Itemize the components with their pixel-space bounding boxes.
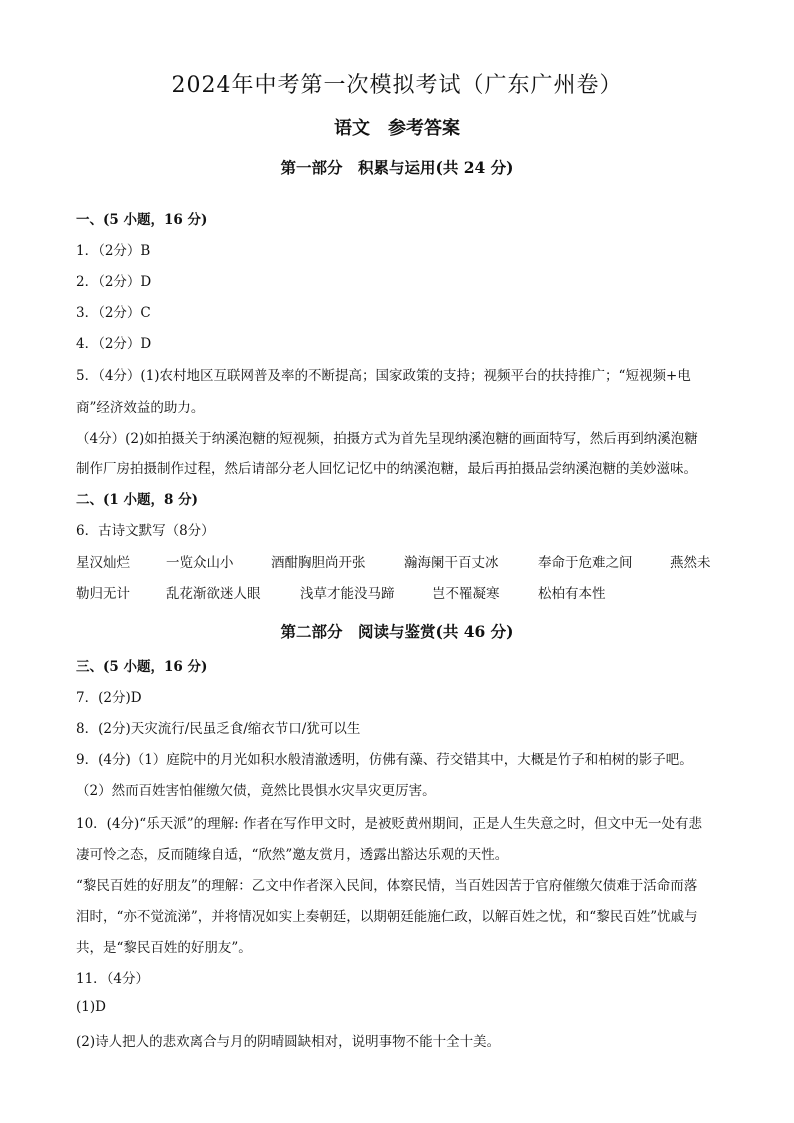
answer-q9-line2: （2）然而百姓害怕催缴欠债，竟然比畏惧水灾旱灾更厉害。 <box>76 783 436 799</box>
answer-q8: 8．(2分)天灾流行/民虽乏食/缩衣节口/犹可以生 <box>76 721 361 737</box>
answer-q10-line5: 共，是“黎民百姓的好朋友”。 <box>76 940 252 956</box>
answer-q10-line4: 泪时，“亦不觉流涕”，并将情况如实上奏朝廷，以期朝廷能施仁政，以解百姓之忧，和“黎民百姓”忧戚与 <box>76 909 698 925</box>
answer-q5-line3: （4分）(2)如拍摄关于纳溪泡糖的短视频，拍摄方式为首先呈现纳溪泡糖的画面特写，然后再到纳溪泡糖 <box>76 431 698 447</box>
poem-item: 酒酣胸胆尚开张 <box>271 555 366 571</box>
answer-q7: 7．(2分)D <box>76 690 142 706</box>
answer-q10-line2: 凄可怜之态，反而随缘自适，“欣然”邀友赏月，透露出豁达乐观的天性。 <box>76 847 509 863</box>
answer-q4: 4．（2分）D <box>76 336 152 352</box>
poem-item: 浅草才能没马蹄 <box>300 586 395 602</box>
document-title: 2024年中考第一次模拟考试（广东广州卷） <box>171 73 623 98</box>
poem-item: 燕然未 <box>670 555 711 571</box>
poem-item: 乱花渐欲迷人眼 <box>166 586 261 602</box>
section2-heading: 二、(1 小题，8 分) <box>76 492 198 508</box>
poem-item: 奉命于危难之间 <box>538 555 633 571</box>
section1-heading: 一、(5 小题，16 分) <box>76 212 208 228</box>
part2-heading: 第二部分 阅读与鉴赏(共 46 分) <box>280 622 514 641</box>
answer-q5-line2: 商”经济效益的助力。 <box>76 400 205 416</box>
answer-q5-line4: 制作厂房拍摄制作过程，然后请部分老人回忆记忆中的纳溪泡糖，最后再拍摄品尝纳溪泡糖的美妙滋味。 <box>76 461 697 477</box>
answer-q5-line1: 5．（4分）(1)农村地区互联网普及率的不断提高；国家政策的支持；视频平台的扶持推广；“短视频+电 <box>76 368 691 384</box>
poem-item: 松柏有本性 <box>538 586 606 602</box>
answer-q2: 2．（2分）D <box>76 274 152 290</box>
part1-heading: 第一部分 积累与运用(共 24 分) <box>280 158 514 177</box>
poem-item: 一览众山小 <box>166 555 234 571</box>
poem-item: 岂不罹凝寒 <box>432 586 500 602</box>
answer-q1: 1．（2分）B <box>76 243 151 259</box>
poem-item: 瀚海阑干百丈冰 <box>404 555 499 571</box>
poem-item: 星汉灿烂 <box>76 555 130 571</box>
answer-q6: 6．古诗文默写（8分） <box>76 523 215 539</box>
answer-q11-2: (2)诗人把人的悲欢离合与月的阴晴圆缺相对，说明事物不能十全十美。 <box>76 1034 501 1050</box>
answer-q11: 11．（4分） <box>76 971 150 987</box>
answer-q9-line1: 9．(4分)（1）庭院中的月光如积水般清澈透明，仿佛有藻、荇交错其中，大概是竹子和柏树的影子吧。 <box>76 752 693 768</box>
section3-heading: 三、(5 小题，16 分) <box>76 659 208 675</box>
answer-q3: 3．（2分）C <box>76 305 151 321</box>
document-subtitle: 语文 参考答案 <box>334 118 460 139</box>
answer-q11-1: (1)D <box>76 999 106 1015</box>
answer-q10-line1: 10．(4分)“乐天派”的理解: 作者在写作甲文时，是被贬黄州期间，正是人生失意之时，但文中无一处有悲 <box>76 816 702 832</box>
poem-item: 勒归无计 <box>76 586 130 602</box>
answer-q10-line3: “黎民百姓的好朋友”的理解：乙文中作者深入民间，体察民情，当百姓因苦于官府催缴欠债难于活命而落 <box>76 878 698 894</box>
